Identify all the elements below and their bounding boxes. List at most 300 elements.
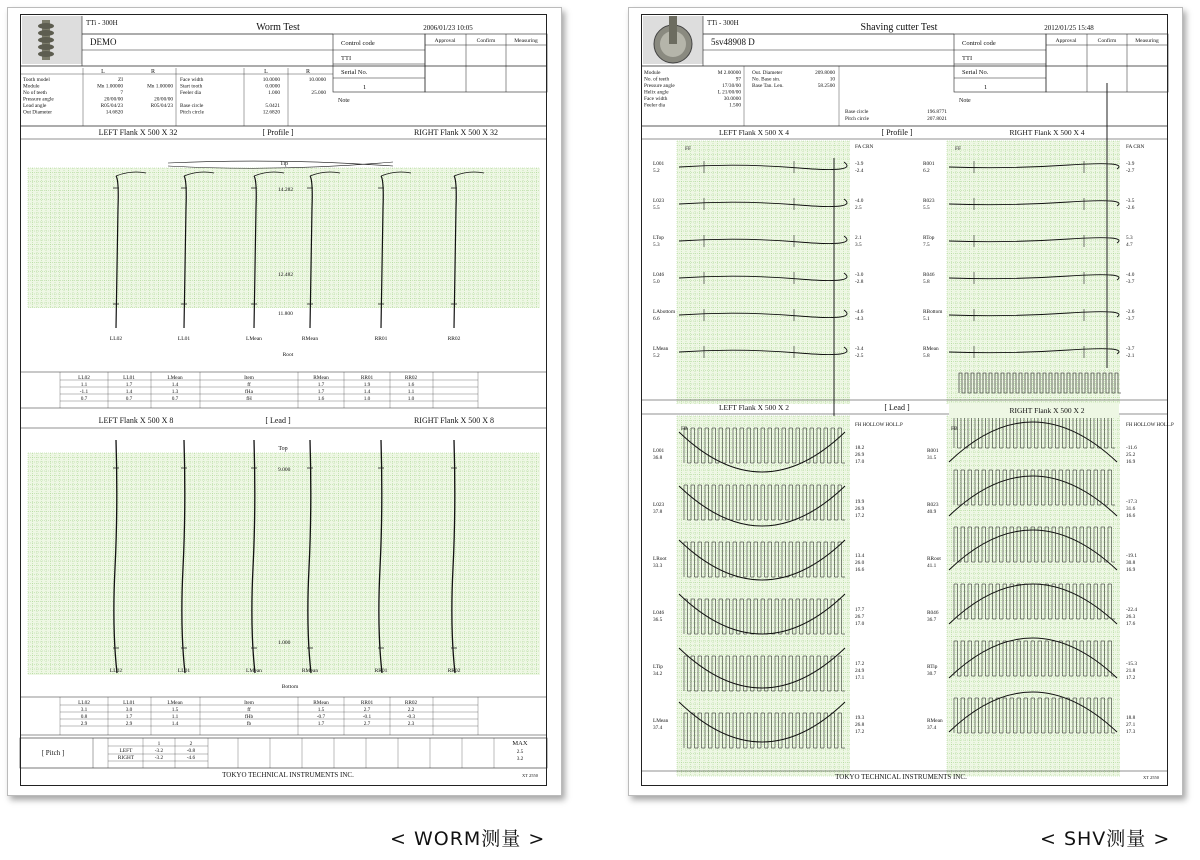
grid-background <box>947 141 1120 404</box>
lead-row-a: 17.7 <box>855 607 865 613</box>
lead-row-value: 41.1 <box>927 563 937 569</box>
spec-value: Mn 1.00000 <box>97 83 123 90</box>
serial-label: Serial No. <box>962 69 989 76</box>
lead-row-c: 16.6 <box>855 567 865 573</box>
profile-row-name: R023 <box>923 198 935 204</box>
worm-footer: TOKYO TECHNICAL INSTRUMENTS INC. <box>222 771 354 779</box>
profile-top-label: Tip <box>279 161 289 167</box>
lead-row-a: -22.4 <box>1126 607 1138 613</box>
profile-grid-left <box>677 141 850 404</box>
worm-thread-icon <box>38 30 54 36</box>
lead-head-right: FH HOLLOW HOLL.P <box>1126 423 1174 428</box>
lead-table-cell: 3.0 <box>125 707 133 713</box>
profile-table-header: LMean <box>167 375 183 381</box>
lead-row-name: LTip <box>653 664 663 670</box>
profile-table-header: LL01 <box>123 375 135 381</box>
profile-center-title: [ Profile ] <box>881 128 913 137</box>
profile-row-b: 4.7 <box>1126 242 1133 248</box>
profile-row-value: 5.3 <box>653 242 660 248</box>
profile-root-label: Root <box>282 352 294 358</box>
spec-value: ZI <box>118 77 123 83</box>
lead-row-b: 31.6 <box>1126 506 1136 512</box>
lead-left-title: LEFT Flank X 500 X 2 <box>718 403 790 412</box>
lead-row-a: -17.3 <box>1126 499 1138 505</box>
grid-background <box>677 141 850 404</box>
profile-table-cell: 1.4 <box>363 389 371 395</box>
spec-value: 20/00/00 <box>154 96 173 103</box>
profile-curve-label: RR02 <box>447 336 461 342</box>
measuring-label: Measuring <box>1135 38 1159 44</box>
confirm-label: Confirm <box>1097 38 1117 44</box>
lead-row-b: 26.9 <box>855 452 865 458</box>
control-code-label: Control code <box>962 40 996 47</box>
spec-label: Pressure angle <box>23 96 54 103</box>
profile-row-b: -2.5 <box>855 353 864 359</box>
profile-row-value: 6.2 <box>923 168 930 174</box>
worm-report-sheet <box>7 7 562 796</box>
lead-curve-label: RMean <box>301 668 319 674</box>
spec-value: M 2.00000 <box>717 70 741 76</box>
profile-row-a: -3.9 <box>855 161 864 167</box>
worm-thread-icon <box>38 51 54 57</box>
profile-table-cell: fHa <box>245 389 253 395</box>
lead-row-a: 17.2 <box>855 661 865 667</box>
profile-row-a: 2.1 <box>855 235 862 241</box>
profile-row-b: -2.4 <box>855 168 864 174</box>
lead-table-cell: 2.7 <box>363 707 371 713</box>
profile-row-value: 5.5 <box>923 205 930 211</box>
spec-value: 12.6820 <box>262 109 280 116</box>
serial-value: 1 <box>363 84 367 91</box>
lead-row-name: RRoot <box>927 556 941 562</box>
pitch-value: -4.6 <box>186 755 196 761</box>
lead-center-title: [ Lead ] <box>884 403 910 412</box>
lead-row-c: 17.6 <box>1126 621 1136 627</box>
pitch-row-name: RIGHT <box>117 755 135 761</box>
lead-row-value: 40.9 <box>927 509 937 515</box>
lead-table-cell: 2.2 <box>407 707 415 713</box>
spec-value: 10.0000 <box>262 77 280 83</box>
profile-table-cell: ff <box>247 382 251 388</box>
lead-row-value: 37.4 <box>927 725 937 731</box>
lead-row-b: 25.2 <box>1126 452 1136 458</box>
spec-col-r: R <box>305 69 311 75</box>
lead-table-cell: -0.1 <box>362 714 372 720</box>
spec-value: R05/04/23 <box>100 103 123 109</box>
lead-fb-right: FB <box>951 426 958 432</box>
confirm-label: Confirm <box>476 38 496 44</box>
lead-row-c: 17.3 <box>1126 729 1136 735</box>
worm-thread-icon <box>38 37 54 43</box>
lead-row-c: 17.2 <box>855 729 865 735</box>
lead-row-b: 30.8 <box>1126 560 1136 566</box>
lead-table-header: RR02 <box>404 700 418 706</box>
lead-row-a: -15.3 <box>1126 661 1138 667</box>
profile-head-left: FA CRN <box>855 144 874 150</box>
profile-ff-left: FF <box>685 146 692 152</box>
spec-col-l: L <box>264 69 268 75</box>
shaving-work-name: 5sv48908 D <box>711 37 755 47</box>
lead-table-cell: -0.3 <box>406 714 416 720</box>
shaving-report-sheet <box>628 7 1183 796</box>
spec-label: No. Base sin. <box>752 76 781 83</box>
lead-table-header: RR01 <box>360 700 374 706</box>
approval-label: Approval <box>434 38 456 44</box>
spec-value: 10 <box>829 76 835 83</box>
lead-head-left: FH HOLLOW HOLL.P <box>855 423 903 428</box>
worm-date: 2006/01/23 10:05 <box>423 24 473 32</box>
lead-table-cell: fHb <box>244 714 254 720</box>
pitch-box <box>20 738 547 768</box>
spec-value: 30.0000 <box>723 96 741 102</box>
profile-table-header: LL02 <box>78 375 90 381</box>
spec-label: Lead angle <box>23 103 47 109</box>
lead-table-cell: 1.7 <box>317 721 325 727</box>
profile-row-a: -3.7 <box>1126 346 1135 352</box>
profile-left-title: LEFT Flank X 500 X 4 <box>718 128 790 137</box>
lead-row-name: L001 <box>653 448 665 454</box>
profile-row-value: 5.5 <box>653 205 660 211</box>
profile-row-name: LMean <box>653 346 669 352</box>
lead-row-a: 19.3 <box>855 715 865 721</box>
pitch-col: 2 <box>189 741 193 747</box>
lead-row-a: 18.2 <box>855 445 865 451</box>
pitch-value: -3.2 <box>154 748 164 754</box>
profile-row-value: 6.6 <box>653 316 660 322</box>
profile-row-name: LAbottom <box>653 309 676 315</box>
profile-curve-label: LL02 <box>109 336 123 342</box>
shaving-model: TTi - 300H <box>707 19 739 27</box>
spec-label: Feeler dia <box>644 102 666 109</box>
spec-value: 10.0000 <box>308 77 326 83</box>
pitch-max-value: 2.5 <box>516 749 524 755</box>
lead-table-header: LL02 <box>78 700 90 706</box>
lead-row-name: R023 <box>927 502 939 508</box>
profile-row-value: 5.8 <box>923 353 930 359</box>
profile-row-b: 2.5 <box>855 205 862 211</box>
spec-value: 1.500 <box>729 102 741 109</box>
spec-label: Module <box>644 70 661 76</box>
spec-label: Base circle <box>845 109 869 115</box>
profile-mark: 12.482 <box>278 272 294 278</box>
lead-row-b: 26.0 <box>855 560 865 566</box>
note-label: Note <box>959 98 971 104</box>
lead-table-cell: 1.7 <box>125 714 133 720</box>
lead-row-c: 17.0 <box>855 459 865 465</box>
profile-row-a: -3.5 <box>1126 198 1135 204</box>
lead-table-cell: 2.7 <box>363 721 371 727</box>
pitch-max-label: MAX <box>512 740 528 747</box>
lead-bottom-label: Bottom <box>281 684 299 690</box>
profile-row-a: 5.3 <box>1126 235 1133 241</box>
lead-table-header: Item <box>244 700 254 706</box>
spec-label: Out Diameter <box>23 109 52 116</box>
profile-row-name: R046 <box>923 272 935 278</box>
spec-col-l: L <box>101 69 105 75</box>
lead-row-a: -19.1 <box>1126 553 1138 559</box>
spec-value: Mn 1.00000 <box>147 83 173 90</box>
profile-row-b: -3.7 <box>1126 316 1135 322</box>
control-code-value: TTI <box>341 55 352 62</box>
lead-row-value: 31.5 <box>927 455 937 461</box>
worm-caption: < WORM测量 > <box>390 828 546 850</box>
lead-row-value: 36.7 <box>927 617 937 623</box>
profile-curve-label: RMean <box>301 336 319 342</box>
spec-label: Start tooth <box>180 83 203 90</box>
profile-table-header: Item <box>244 375 254 381</box>
serial-value: 1 <box>984 84 988 91</box>
worm-title: Worm Test <box>256 22 300 33</box>
lead-right-title: RIGHT Flank X 500 X 2 <box>1009 406 1085 415</box>
pitch-col: 1 <box>157 741 161 747</box>
profile-mark: 11.800 <box>278 311 293 317</box>
lead-right-title: RIGHT Flank X 500 X 8 <box>413 416 495 425</box>
lead-table-cell: 2.9 <box>80 721 88 727</box>
pitch-max-value: 3.2 <box>516 756 524 762</box>
spec-value: 17/30/00 <box>722 83 741 89</box>
lead-row-name: LMean <box>653 718 669 724</box>
profile-grid-right <box>947 141 1120 404</box>
spec-label: Pitch circle <box>180 109 204 116</box>
profile-row-value: 5.2 <box>653 353 660 359</box>
lead-row-value: 37.8 <box>653 509 663 515</box>
profile-table-cell: 0.7 <box>171 396 179 402</box>
profile-row-name: L023 <box>653 198 665 204</box>
lead-row-value: 36.5 <box>653 617 663 623</box>
profile-head-right: FA CRN <box>1126 144 1145 150</box>
spec-label: No. of teeth <box>644 76 670 83</box>
spec-label: Tooth model <box>23 77 50 83</box>
profile-table-header: RR01 <box>360 375 374 381</box>
lead-row-c: 17.2 <box>1126 675 1136 681</box>
lead-row-value: 33.3 <box>653 563 663 569</box>
profile-center-title: [ Profile ] <box>262 128 294 137</box>
lead-table-cell: ff <box>247 707 251 713</box>
pitch-label: [ Pitch ] <box>41 749 65 757</box>
lead-table-cell: 2.3 <box>407 721 415 727</box>
spec-label: Pressure angle <box>644 83 675 89</box>
lead-curve-label: RR02 <box>447 668 461 674</box>
lead-row-c: 17.2 <box>855 513 865 519</box>
spec-label: Face width <box>180 77 204 83</box>
spec-label: Out. Diameter <box>752 70 783 76</box>
spec-label: Base circle <box>180 103 204 109</box>
profile-table-cell: -1.1 <box>79 389 89 395</box>
lead-table-cell: 0.8 <box>80 714 88 720</box>
lead-row-a: 13.4 <box>855 553 865 559</box>
lead-row-name: R001 <box>927 448 939 454</box>
profile-table-cell: 1.3 <box>171 389 179 395</box>
lead-row-b: 26.9 <box>855 506 865 512</box>
lead-row-c: 17.1 <box>855 675 865 681</box>
profile-ff-right: FF <box>955 146 962 152</box>
profile-table-cell: 1.0 <box>407 396 415 402</box>
lead-row-c: 16.9 <box>1126 567 1136 573</box>
lead-curve-label: LL02 <box>109 668 123 674</box>
shaving-report-graphics <box>629 8 1182 795</box>
profile-mark: 14.282 <box>278 187 294 193</box>
spec-label: Feeler dia <box>180 90 202 96</box>
spec-col-r: R <box>150 69 156 75</box>
shaving-title: Shaving cutter Test <box>860 22 938 33</box>
lead-row-b: 21.8 <box>1126 668 1136 674</box>
lead-curve-label: LMean <box>246 668 262 674</box>
lead-row-c: 16.9 <box>1126 459 1136 465</box>
lead-mark: 9.000 <box>278 467 291 473</box>
lead-row-b: 26.7 <box>855 614 865 620</box>
spec-value: 97 <box>735 76 741 83</box>
profile-row-a: -2.6 <box>1126 309 1135 315</box>
lead-row-a: 18.8 <box>1126 715 1136 721</box>
profile-table-cell: 0.7 <box>125 396 133 402</box>
lead-row-b: 24.9 <box>855 668 865 674</box>
lead-row-name: LRoot <box>653 556 667 562</box>
lead-row-name: L023 <box>653 502 665 508</box>
profile-right-title: RIGHT Flank X 500 X 32 <box>413 128 499 137</box>
profile-table-cell: 1.4 <box>171 382 179 388</box>
shaving-caption: < SHV测量 > <box>1040 828 1171 850</box>
lead-row-value: 34.2 <box>653 671 663 677</box>
profile-row-b: -2.1 <box>1126 353 1135 359</box>
profile-table-cell: 1.7 <box>317 389 325 395</box>
profile-table-header: RR02 <box>404 375 418 381</box>
spec-label: Face width <box>644 96 668 102</box>
lead-row-name: L046 <box>653 610 665 616</box>
lead-row-b: 26.3 <box>1126 614 1136 620</box>
lead-table-header: RMean <box>313 700 329 706</box>
profile-row-b: -4.3 <box>855 316 864 322</box>
worm-thread-icon <box>38 23 54 29</box>
lead-table-header: LMean <box>167 700 183 706</box>
profile-table-cell: 1.9 <box>363 382 371 388</box>
lead-left-title: LEFT Flank X 500 X 8 <box>98 416 174 425</box>
profile-table-cell: 1.1 <box>80 382 88 388</box>
spec-value: 207.8021 <box>927 116 947 122</box>
profile-left-title: LEFT Flank X 500 X 32 <box>98 128 178 137</box>
profile-table-cell: fH <box>246 396 252 402</box>
spec-value: 20/00/00 <box>104 96 123 103</box>
profile-row-name: RTop <box>923 235 935 241</box>
serial-label: Serial No. <box>341 69 368 76</box>
shaving-footer: TOKYO TECHNICAL INSTRUMENTS INC. <box>835 773 967 781</box>
profile-row-name: L046 <box>653 272 665 278</box>
gear-shaft-icon <box>669 16 677 44</box>
lead-row-a: -11.6 <box>1126 445 1137 451</box>
lead-table-cell: 1.1 <box>171 714 179 720</box>
lead-table-cell: 1.5 <box>317 707 325 713</box>
profile-row-b: -2.6 <box>1126 205 1135 211</box>
lead-row-c: 16.6 <box>1126 513 1136 519</box>
worm-code: XT 2550 <box>521 773 538 778</box>
profile-row-a: -3.9 <box>1126 161 1135 167</box>
lead-mark: 1.000 <box>278 640 291 646</box>
profile-row-a: -4.6 <box>855 309 864 315</box>
lead-top-label: Top <box>278 446 288 452</box>
spec-value: 5.0421 <box>265 103 280 109</box>
profile-row-b: -2.7 <box>1126 168 1135 174</box>
profile-row-b: -3.7 <box>1126 279 1135 285</box>
profile-curve-label: RR01 <box>374 336 388 342</box>
lead-center-title: [ Lead ] <box>265 416 291 425</box>
profile-row-a: -3.0 <box>855 272 864 278</box>
lead-table-cell: 1.4 <box>171 721 179 727</box>
profile-row-b: 3.5 <box>855 242 862 248</box>
spec-value: 7 <box>120 90 123 96</box>
lead-row-name: R046 <box>927 610 939 616</box>
spec-label: Helix angle <box>644 89 669 96</box>
profile-table-cell: 1.7 <box>125 382 133 388</box>
pitch-value: -0.8 <box>186 748 196 754</box>
lead-row-value: 30.7 <box>927 671 937 677</box>
profile-row-value: 5.1 <box>923 316 930 322</box>
spec-value: 58.2500 <box>817 83 835 89</box>
profile-row-name: RMean <box>923 346 939 352</box>
profile-row-name: R001 <box>923 161 935 167</box>
spec-label: No of teeth <box>23 90 47 96</box>
profile-table-header: RMean <box>313 375 329 381</box>
lead-curve-label: RR01 <box>374 668 388 674</box>
profile-row-value: 5.0 <box>653 279 660 285</box>
lead-row-value: 36.8 <box>653 455 663 461</box>
lead-table-cell: fb <box>246 721 252 727</box>
spec-value: R05/04/23 <box>150 103 173 109</box>
spec-value: 1.000 <box>268 90 280 96</box>
control-code-label: Control code <box>341 40 375 47</box>
spec-value: 196.8771 <box>927 109 947 115</box>
lead-row-value: 37.4 <box>653 725 663 731</box>
pitch-row-name: LEFT <box>119 748 133 754</box>
lead-row-b: 27.1 <box>1126 722 1136 728</box>
profile-table-cell: 1.7 <box>317 382 325 388</box>
worm-thread-icon <box>38 44 54 50</box>
lead-fb-left: FB <box>681 426 688 432</box>
profile-row-b: -2.8 <box>855 279 864 285</box>
profile-row-a: -4.0 <box>855 198 864 204</box>
spec-value: 209.8000 <box>815 70 835 76</box>
profile-table-cell: 0.7 <box>80 396 88 402</box>
profile-row-a: -3.4 <box>855 346 864 352</box>
profile-row-value: 7.5 <box>923 242 930 248</box>
lead-table-header: LL01 <box>123 700 135 706</box>
profile-curve-label: LMean <box>246 336 262 342</box>
profile-table-cell: 1.6 <box>407 382 415 388</box>
profile-row-name: LTop <box>653 235 664 241</box>
control-code-value: TTI <box>962 55 973 62</box>
lead-row-name: RTip <box>927 664 938 670</box>
worm-model: TTi - 300H <box>86 19 118 27</box>
note-label: Note <box>338 98 350 104</box>
profile-row-a: -4.0 <box>1126 272 1135 278</box>
spec-value: 25.000 <box>311 90 326 96</box>
spec-value: 0.0000 <box>265 83 280 90</box>
lead-row-name: RMean <box>927 718 943 724</box>
shaving-date: 2012/01/25 15:48 <box>1044 24 1094 32</box>
approval-label: Approval <box>1055 38 1077 44</box>
spec-label: Pitch circle <box>845 116 869 122</box>
worm-work-name: DEMO <box>90 37 117 47</box>
spec-label: Module <box>23 83 40 90</box>
profile-table-cell: 1.0 <box>363 396 371 402</box>
lead-row-b: 26.8 <box>855 722 865 728</box>
measuring-label: Measuring <box>514 38 538 44</box>
lead-table-cell: 2.9 <box>125 721 133 727</box>
worm-report-graphics <box>8 8 561 795</box>
lead-row-a: 19.9 <box>855 499 865 505</box>
profile-table-cell: 1.6 <box>317 396 325 402</box>
lead-table-cell: 1.5 <box>171 707 179 713</box>
profile-table-cell: 1.4 <box>125 389 133 395</box>
spec-value: 14.6820 <box>105 109 123 116</box>
